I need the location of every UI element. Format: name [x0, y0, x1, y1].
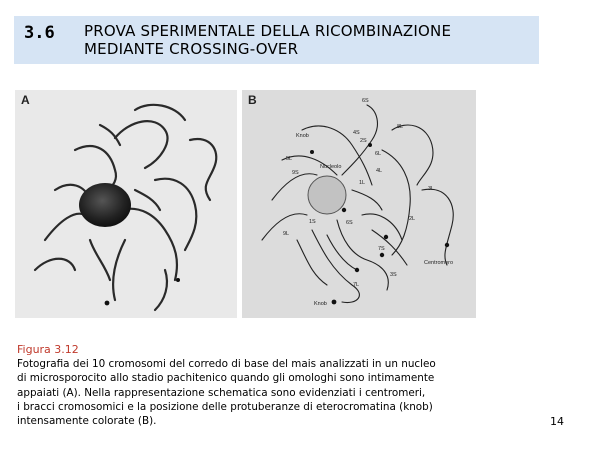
caption-line-5: intensamente colorate (B). [17, 415, 157, 428]
caption-line-4: i bracci cromosomici e la posizione delle protuberanze di eterocromatina (knob) [17, 400, 433, 413]
label-4l: 4L [376, 168, 383, 174]
label-6s-lower: 6S [346, 220, 353, 226]
chromosome-photo [15, 90, 237, 318]
panel-a-letter: A [21, 93, 30, 107]
chromosome-schematic [242, 90, 476, 318]
figure-panel-a-photo [15, 90, 237, 318]
caption-line-3: appaiati (A). Nella rappresentazione schematica sono evidenziati i centromeri, [17, 386, 426, 399]
page-number: 14 [550, 415, 564, 428]
section-title-line-2: MEDIANTE CROSSING-OVER [84, 40, 299, 58]
label-6s: 6S [362, 98, 369, 104]
label-5l: 5L [286, 156, 293, 162]
label-9l: 9L [283, 231, 290, 237]
label-centromero: Centromero [424, 260, 454, 266]
label-3l: 3L [428, 186, 435, 192]
label-7l: 7L [353, 282, 360, 288]
label-3s: 3S [390, 272, 397, 278]
label-1s: 1S [309, 219, 316, 225]
label-nucleolo: Nucleolo [320, 164, 342, 170]
label-4s: 4S [353, 130, 360, 136]
label-knob-bottom: Knob [314, 301, 327, 307]
section-title [84, 22, 451, 58]
label-7s: 7S [378, 246, 385, 252]
label-knob-top: Knob [296, 133, 309, 139]
label-6l: 6L [375, 151, 382, 157]
section-title-line-1: PROVA SPERIMENTALE DELLA RICOMBINAZIONE [84, 22, 452, 40]
label-2s: 2S [360, 138, 367, 144]
figure-caption [17, 343, 537, 428]
section-header [14, 16, 539, 64]
panel-b-letter: B [248, 93, 257, 107]
label-9s: 9S [292, 170, 299, 176]
figure-label: Figura 3.12 [17, 343, 79, 356]
label-1l: 1L [359, 180, 366, 186]
label-2l: 2L [409, 216, 416, 222]
caption-line-2: di microsporocito allo stadio pachitenico quando gli omologhi sono intimamente [17, 372, 435, 385]
section-number: 3.6 [24, 23, 55, 43]
caption-line-1: Fotografia dei 10 cromosomi del corredo di base del mais analizzati in un nucleo [17, 358, 436, 371]
label-8l: 8L [397, 124, 404, 130]
figure-panel-b-schematic [242, 90, 476, 318]
